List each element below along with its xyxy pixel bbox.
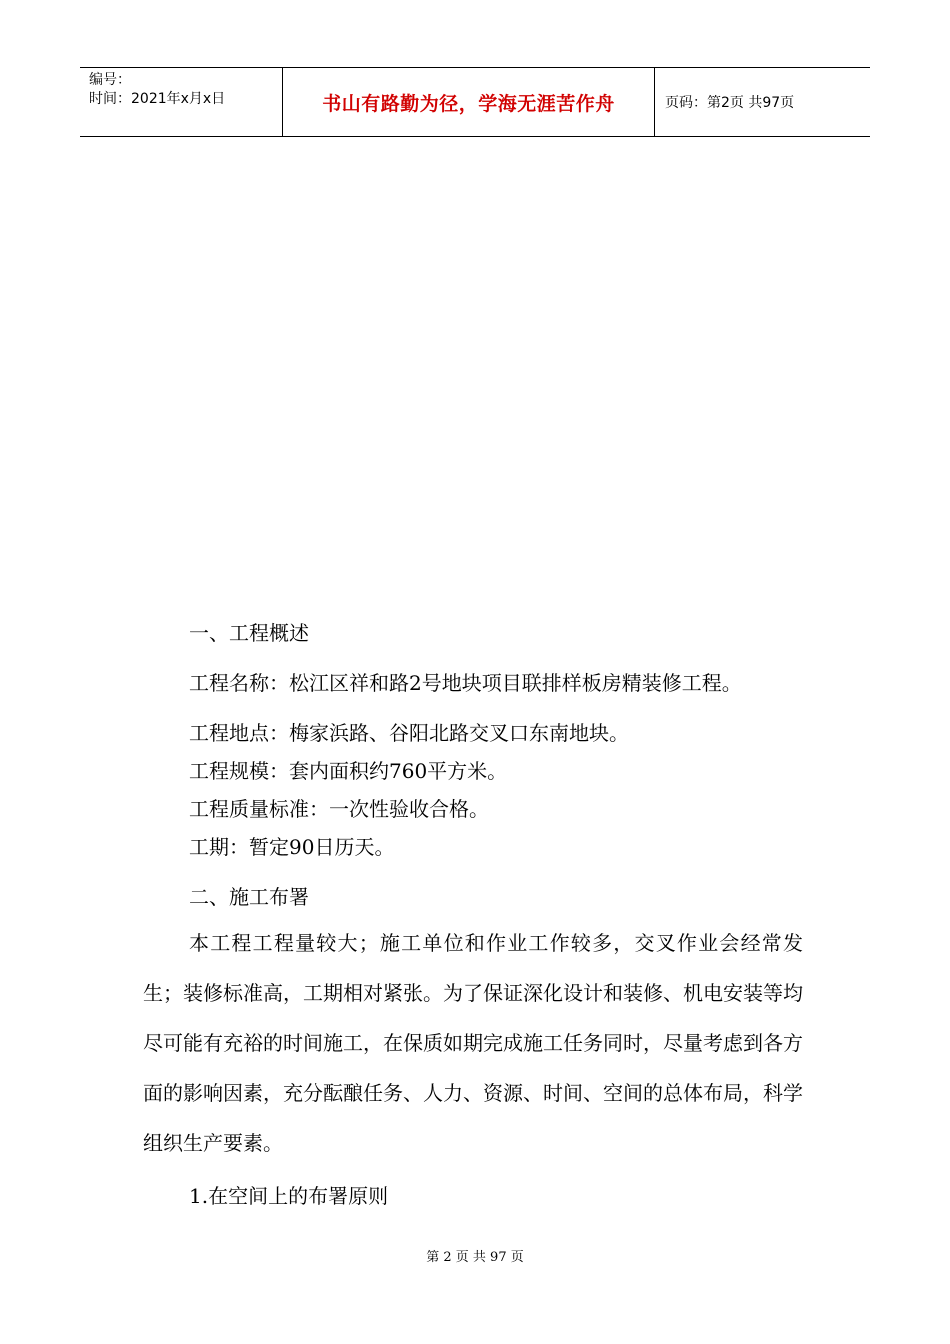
- project-name: 工程名称：松江区祥和路2号地块项目联排样板房精装修工程。: [189, 671, 742, 695]
- project-duration: 工期：暂定90日历天。: [189, 835, 395, 859]
- header-time-label: 时间：2021年x月x日: [89, 91, 226, 107]
- header-motto: 书山有路勤为径，学海无涯苦作舟: [282, 68, 655, 136]
- subsection-space-principle: 1.在空间上的布署原则: [189, 1184, 389, 1208]
- project-location: 工程地点：梅家浜路、谷阳北路交叉口东南地块。: [189, 721, 629, 745]
- page-header: [80, 67, 870, 137]
- section-title-deployment: 二、施工布署: [189, 885, 309, 909]
- quality-standard: 工程质量标准：一次性验收合格。: [189, 797, 489, 821]
- deployment-paragraph: 本工程工程量较大；施工单位和作业工作较多，交叉作业会经常发生；装修标准高，工期相对紧张。为了保证深化设计和装修、机电安装等均尽可能有充裕的时间施工，在保质如期完成施工任务同时，尽量考虑到各方面的影响因素，充分酝酿任务、人力、资源、时间、空间的总体布局，科学组织生产要素。: [143, 931, 803, 1155]
- header-number-label: 编号：: [89, 72, 131, 88]
- header-page-info: 页码：第2页 共97页: [665, 95, 795, 111]
- header-meta: [80, 68, 282, 136]
- page-footer: 第 2 页 共 97 页: [426, 1250, 524, 1265]
- project-scale: 工程规模：套内面积约760平方米。: [189, 759, 508, 783]
- section-title-overview: 一、工程概述: [189, 621, 309, 645]
